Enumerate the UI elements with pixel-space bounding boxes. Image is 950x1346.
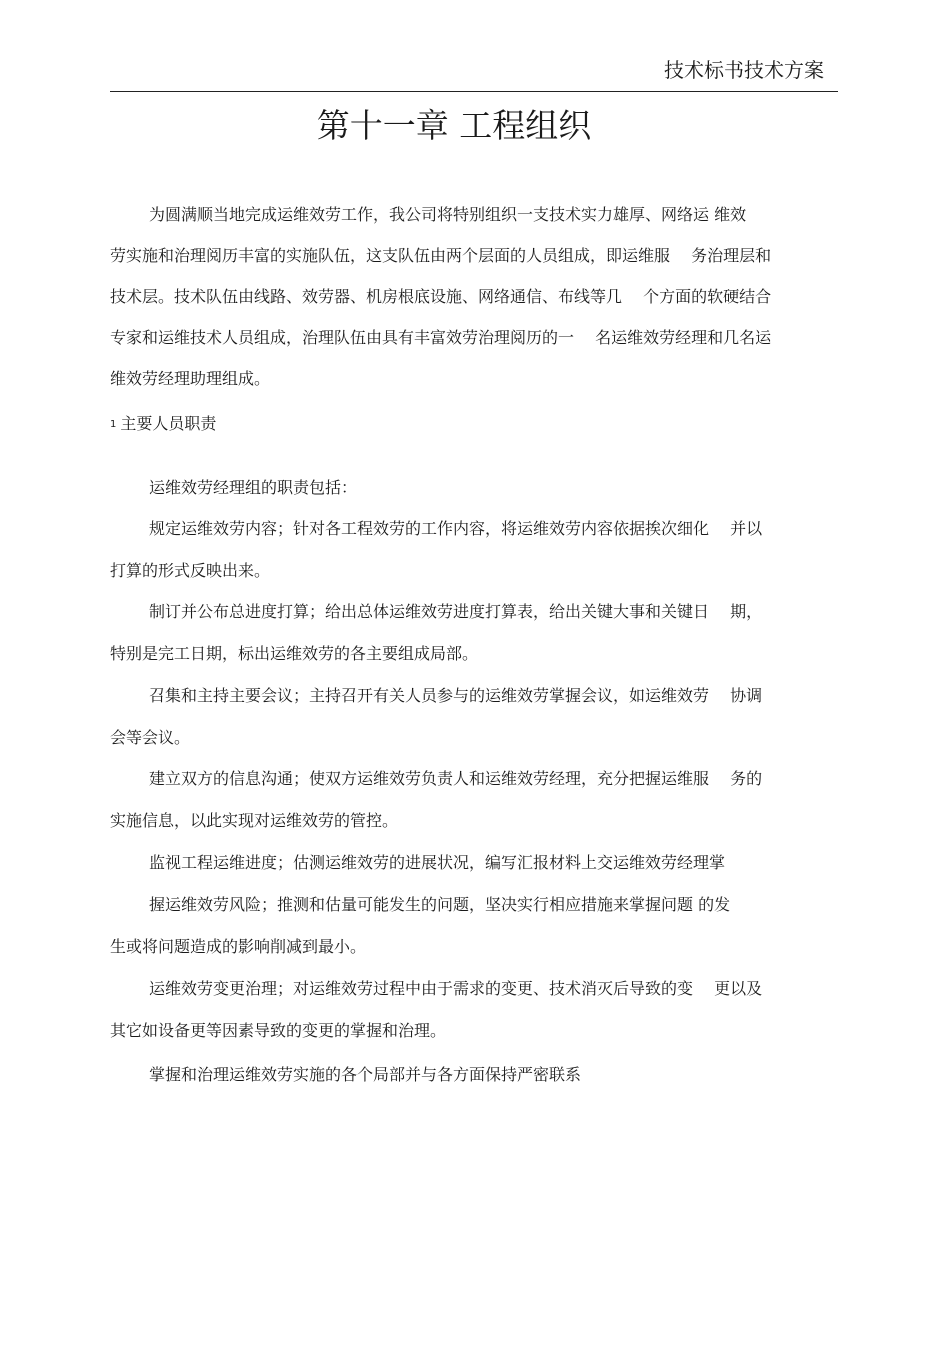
text-line: 生或将问题造成的影响削减到最小。 (110, 937, 367, 956)
text-line: 召集和主持主要会议；主持召开有关人员参与的运维效劳掌握会议，如运维效劳 协调 (149, 686, 763, 705)
text-line: 劳实施和治理阅历丰富的实施队伍，这支队伍由两个层面的人员组成，即运维服 务治理层和 (110, 246, 772, 265)
text-line: 建立双方的信息沟通；使双方运维效劳负责人和运维效劳经理，充分把握运维服 务的 (149, 769, 763, 788)
section-title: 主要人员职责 (120, 414, 217, 433)
text-line: 制订并公布总进度打算；给出总体运维效劳进度打算表，给出关键大事和关键日 期， (149, 602, 763, 621)
text-line: 实施信息，以此实现对运维效劳的管控。 (110, 811, 399, 830)
text-line: 打算的形式反映出来。 (110, 561, 271, 580)
text-line: 握运维效劳风险；推测和估量可能发生的问题，坚决实行相应措施来掌握问题 的发 (149, 895, 731, 914)
header-title: 技术标书技术方案 (664, 58, 824, 82)
section-heading (110, 413, 216, 436)
text-line: 会等会议。 (110, 728, 191, 747)
text-line: 特别是完工日期，标出运维效劳的各主要组成局部。 (110, 644, 479, 663)
text-line: 为圆满顺当地完成运维效劳工作，我公司将特别组织一支技术实力雄厚、网络运 维效 (149, 205, 747, 224)
header-rule (110, 91, 838, 92)
text-line: 运维效劳经理组的职责包括： (149, 478, 358, 497)
text-line: 技术层。技术队伍由线路、效劳器、机房根底设施、网络通信、布线等几 个方面的软硬结合 (110, 287, 772, 306)
text-line: 其它如设备更等因素导致的变更的掌握和治理。 (110, 1021, 447, 1040)
text-line: 规定运维效劳内容；针对各工程效劳的工作内容，将运维效劳内容依据挨次细化 并以 (149, 519, 763, 538)
chapter-title: 第十一章 工程组织 (316, 106, 592, 145)
section-number: 1 (110, 419, 117, 430)
text-line: 监视工程运维进度；估测运维效劳的进展状况，编写汇报材料上交运维效劳经理掌 (149, 853, 726, 872)
text-line: 掌握和治理运维效劳实施的各个局部并与各方面保持严密联系 (149, 1065, 582, 1084)
text-line: 专家和运维技术人员组成，治理队伍由具有丰富效劳治理阅历的一 名运维效劳经理和几名运 (110, 328, 772, 347)
text-line: 维效劳经理助理组成。 (110, 369, 271, 388)
text-line: 运维效劳变更治理；对运维效劳过程中由于需求的变更、技术消灭后导致的变 更以及 (149, 979, 763, 998)
